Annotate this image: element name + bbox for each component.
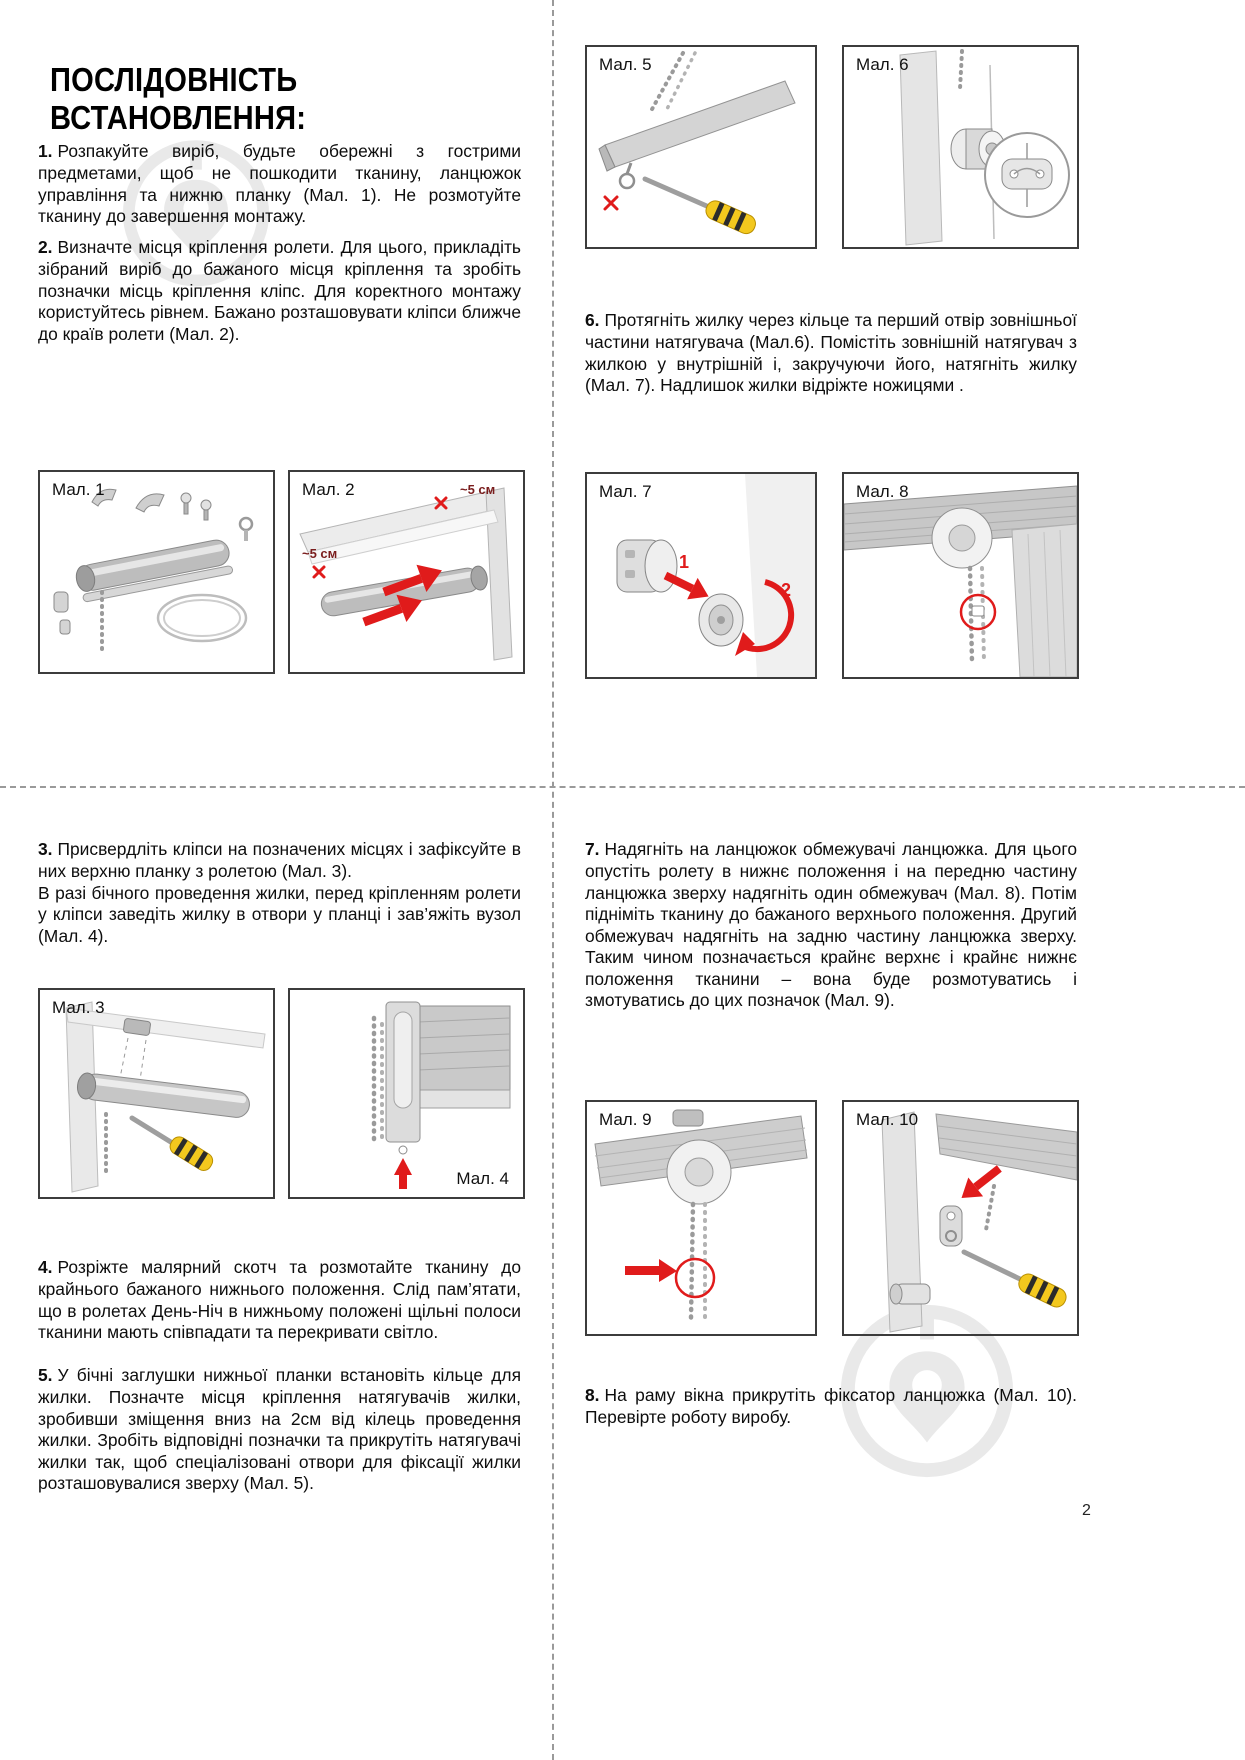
figure-3 [38,988,275,1199]
step-3-text: Присвердліть кліпси на позначених місцях і зафіксуйте в них верхню планку з ролетою (Мал. 3). [38,839,521,881]
step-3-number: 3. [38,839,53,860]
step-2-text: Визначте місця кріплення ролети. Для цього, прикладіть зібраний виріб до бажаного місця кріплення та зробіть позначки місць кріплення кліпс. Для коректного монтажу користуйтесь рівнем. Бажано розташовувати кліпси ближче до країв ролети (Мал. 2). [38,237,521,344]
step-6-number: 6. [585,310,600,331]
screwdriver-icon [703,198,758,237]
step-4-text: Розріжте малярний скотч та розмотайте тканину до крайнього бажаного нижнього положення. Слід пам’ятати, що в ролетах День-Ніч в нижньому положені щільні полоси тканини мають співпадати та перекривати світло. [38,1257,521,1343]
fig2-annotation-left: ~5 см [302,546,338,561]
red-highlight-circle [676,1259,714,1297]
figure-6 [842,45,1079,249]
figure-9-limit-stopper-illustration [587,1102,815,1334]
step-1-text: Розпакуйте виріб, будьте обережні з гострими предметами, щоб не пошкодити тканину, ланцюжок управління та нижню планку (Мал. 1). Не розмотуйте тканину до завершення монтажу. [38,141,521,227]
figure-10-chain-fixator-illustration [844,1102,1077,1334]
step-1-number: 1. [38,141,53,162]
step-5-paragraph [38,1365,521,1494]
figure-4-side-detail-illustration [290,990,523,1197]
figure-8 [842,472,1079,679]
figure-2-label: Мал. 2 [302,480,355,499]
step-4-number: 4. [38,1257,53,1278]
step-5-number: 5. [38,1365,53,1386]
red-arrow-right-icon [625,1259,677,1282]
figure-5 [585,45,817,249]
divider-vertical [552,0,554,1760]
figure-7 [585,472,817,679]
figure-1-label: Мал. 1 [52,480,105,499]
figure-3-mounting-illustration [40,990,273,1197]
step-6-text: Протягніть жилку через кільце та перший отвір зовнішньої частини натягувача (Мал.6). Помістіть зовнішній натягувач з жилкою у внутрішній і, закручуючи його, натягніть жилку (Мал. 7). Надлишок жилки відріжте ножицями . [585,310,1077,396]
figure-1-roller-parts-illustration [40,472,273,672]
figure-10-label: Мал. 10 [856,1110,919,1129]
page-title: ПОСЛІДОВНІСТЬ ВСТАНОВЛЕННЯ: [50,62,307,138]
figure-9 [585,1100,817,1336]
red-x-mark [605,197,617,209]
step-3-text-2: В разі бічного проведення жилки, перед кріпленням ролети у кліпси заведіть жилку в отвори у планці і зав’яжіть вузол (Мал. 4). [38,882,521,946]
divider-horizontal [0,786,1245,788]
step-7-number: 7. [585,839,600,860]
figure-9-label: Мал. 9 [599,1110,652,1129]
step-5-text: У бічні заглушки нижньої планки встановіть кільце для жилки. Позначте місця кріплення натягувачів жилки, зробивши зміщення вниз на 2см від кілець проведення жилки. Зробіть відповідні позначки та прикрутіть натягувачі жилки так, щоб спеціалізовані отвори для фіксації жилки розташовувалися зверху (Мал. 5). [38,1365,521,1494]
step-3-paragraph [38,839,521,947]
figure-6-label: Мал. 6 [856,55,909,74]
step-2-paragraph [38,237,521,345]
step-8-text: На раму вікна прикрутіть фіксатор ланцюжка (Мал. 10). Перевірте роботу виробу. [585,1385,1077,1427]
figure-4-label: Мал. 4 [456,1169,509,1188]
figure-6-threading-illustration [844,47,1077,247]
step-1-paragraph [38,141,521,227]
step-8-number: 8. [585,1385,600,1406]
figure-2-marking-illustration [290,472,523,672]
figure-1 [38,470,275,674]
figure-5-tensioner-mark-illustration [587,47,815,247]
fig7-annotation-2: 2 [781,580,792,600]
fig2-annotation-top: ~5 см [460,482,496,497]
page-number: 2 [1082,1502,1091,1519]
step-8-paragraph [585,1385,1077,1428]
red-arrow-up-icon [394,1158,412,1189]
figure-8-chain-stopper-illustration [844,474,1077,677]
figure-7-label: Мал. 7 [599,482,652,501]
screwdriver-icon [167,1134,216,1174]
figure-8-label: Мал. 8 [856,482,909,501]
step-7-paragraph [585,839,1077,1012]
figure-10 [842,1100,1079,1336]
step-4-paragraph [38,1257,521,1343]
figure-4 [288,988,525,1199]
figure-3-label: Мал. 3 [52,998,105,1017]
fig7-annotation-1: 1 [679,552,690,572]
screwdriver-icon [1016,1271,1069,1310]
red-arrow-icon [954,1159,1007,1207]
figure-2 [288,470,525,674]
step-7-text: Надягніть на ланцюжок обмежувачі ланцюжка. Для цього опустіть ролету в нижнє положення і на передню частину ланцюжка зверху надягніть один обмежувач (Мал. 8). Потім підніміть тканину до бажаного верхнього положення. Другий обмежувач надягніть на задню частину ланцюжка зверху. Таким чином позначається крайнє верхнє і крайнє нижнє положення тканини – вона буде розмотуватись і змотуватись до цих позначок (Мал. 9). [585,839,1077,1011]
step-6-paragraph [585,310,1077,396]
figure-7-tensioner-assembly-illustration [587,474,815,677]
figure-5-label: Мал. 5 [599,55,652,74]
step-2-number: 2. [38,237,53,258]
